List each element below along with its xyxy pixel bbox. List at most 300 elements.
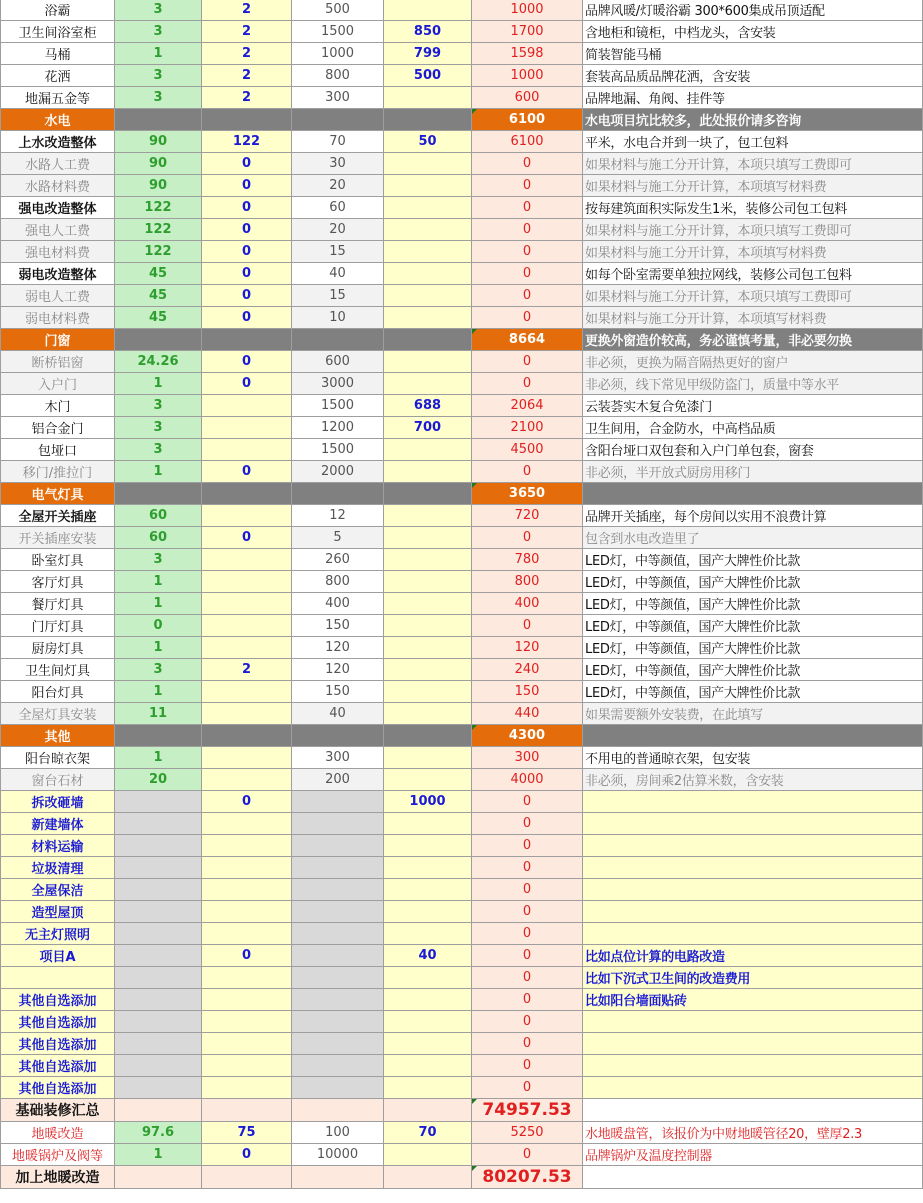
item-name-cell[interactable]: 花洒 (0, 65, 115, 87)
unit-price-cell[interactable]: 150 (292, 681, 384, 703)
item-name-cell[interactable]: 包垭口 (0, 439, 115, 461)
unit-price-cell[interactable]: 600 (292, 351, 384, 373)
note-cell[interactable]: LED灯，中等颜值，国产大牌性价比款 (583, 659, 923, 681)
quantity-cell[interactable] (115, 725, 202, 747)
count-cell[interactable] (202, 879, 292, 901)
actual-price-cell[interactable] (384, 549, 472, 571)
item-name-cell[interactable]: 基础装修汇总 (0, 1099, 115, 1122)
note-cell[interactable]: 简装智能马桶 (583, 43, 923, 65)
actual-price-cell[interactable] (384, 637, 472, 659)
count-cell[interactable]: 0 (202, 1144, 292, 1166)
unit-price-cell[interactable]: 260 (292, 549, 384, 571)
actual-price-cell[interactable] (384, 461, 472, 483)
count-cell[interactable]: 122 (202, 131, 292, 153)
count-cell[interactable] (202, 967, 292, 989)
subtotal-cell[interactable]: 0 (472, 857, 583, 879)
count-cell[interactable] (202, 835, 292, 857)
count-cell[interactable] (202, 769, 292, 791)
note-cell[interactable]: LED灯，中等颜值，国产大牌性价比款 (583, 637, 923, 659)
note-cell[interactable] (583, 901, 923, 923)
count-cell[interactable] (202, 813, 292, 835)
item-name-cell[interactable]: 其他自选添加 (0, 1011, 115, 1033)
count-cell[interactable] (202, 725, 292, 747)
item-name-cell[interactable]: 无主灯照明 (0, 923, 115, 945)
unit-price-cell[interactable] (292, 109, 384, 131)
note-cell[interactable]: LED灯，中等颜值，国产大牌性价比款 (583, 549, 923, 571)
unit-price-cell[interactable]: 20 (292, 219, 384, 241)
unit-price-cell[interactable] (292, 989, 384, 1011)
note-cell[interactable]: 非必须，更换为隔音隔热更好的窗户 (583, 351, 923, 373)
subtotal-cell[interactable]: 0 (472, 351, 583, 373)
unit-price-cell[interactable] (292, 879, 384, 901)
quantity-cell[interactable]: 3 (115, 439, 202, 461)
count-cell[interactable] (202, 923, 292, 945)
note-cell[interactable] (583, 813, 923, 835)
count-cell[interactable] (202, 747, 292, 769)
unit-price-cell[interactable]: 10000 (292, 1144, 384, 1166)
subtotal-cell[interactable]: 2064 (472, 395, 583, 417)
actual-price-cell[interactable] (384, 1033, 472, 1055)
item-name-cell[interactable]: 强电人工费 (0, 219, 115, 241)
count-cell[interactable] (202, 571, 292, 593)
item-name-cell[interactable]: 其他自选添加 (0, 1077, 115, 1099)
subtotal-cell[interactable]: 0 (472, 1144, 583, 1166)
actual-price-cell[interactable] (384, 879, 472, 901)
unit-price-cell[interactable] (292, 725, 384, 747)
actual-price-cell[interactable] (384, 967, 472, 989)
item-name-cell[interactable]: 造型屋顶 (0, 901, 115, 923)
actual-price-cell[interactable] (384, 175, 472, 197)
subtotal-cell[interactable]: 0 (472, 1055, 583, 1077)
count-cell[interactable] (202, 637, 292, 659)
unit-price-cell[interactable] (292, 1166, 384, 1189)
item-name-cell[interactable]: 客厅灯具 (0, 571, 115, 593)
actual-price-cell[interactable] (384, 483, 472, 505)
subtotal-cell[interactable]: 5250 (472, 1122, 583, 1144)
note-cell[interactable]: 含地柜和镜柜，中档龙头，含安装 (583, 21, 923, 43)
subtotal-cell[interactable]: 240 (472, 659, 583, 681)
actual-price-cell[interactable] (384, 681, 472, 703)
item-name-cell[interactable]: 全屋保洁 (0, 879, 115, 901)
item-name-cell[interactable]: 水电 (0, 109, 115, 131)
note-cell[interactable]: 云装荟实木复合免漆门 (583, 395, 923, 417)
note-cell[interactable]: 非必须，线下常见甲级防盗门，质量中等水平 (583, 373, 923, 395)
actual-price-cell[interactable] (384, 0, 472, 21)
quantity-cell[interactable]: 1 (115, 43, 202, 65)
note-cell[interactable]: 如果材料与施工分开计算，本项只填写工费即可 (583, 153, 923, 175)
actual-price-cell[interactable] (384, 329, 472, 351)
note-cell[interactable]: LED灯，中等颜值，国产大牌性价比款 (583, 593, 923, 615)
item-name-cell[interactable]: 窗台石材 (0, 769, 115, 791)
quantity-cell[interactable] (115, 857, 202, 879)
actual-price-cell[interactable] (384, 1011, 472, 1033)
subtotal-cell[interactable]: 0 (472, 461, 583, 483)
unit-price-cell[interactable]: 12 (292, 505, 384, 527)
note-cell[interactable] (583, 835, 923, 857)
count-cell[interactable] (202, 593, 292, 615)
quantity-cell[interactable] (115, 923, 202, 945)
note-cell[interactable] (583, 1033, 923, 1055)
subtotal-cell[interactable]: 0 (472, 153, 583, 175)
subtotal-cell[interactable]: 0 (472, 263, 583, 285)
item-name-cell[interactable]: 上水改造整体 (0, 131, 115, 153)
count-cell[interactable] (202, 1166, 292, 1189)
count-cell[interactable]: 0 (202, 945, 292, 967)
note-cell[interactable]: 卫生间用，合金防水，中高档品质 (583, 417, 923, 439)
actual-price-cell[interactable] (384, 373, 472, 395)
unit-price-cell[interactable]: 120 (292, 637, 384, 659)
quantity-cell[interactable]: 0 (115, 615, 202, 637)
actual-price-cell[interactable]: 1000 (384, 791, 472, 813)
count-cell[interactable]: 0 (202, 153, 292, 175)
count-cell[interactable]: 0 (202, 175, 292, 197)
subtotal-cell[interactable]: 1598 (472, 43, 583, 65)
quantity-cell[interactable]: 45 (115, 263, 202, 285)
item-name-cell[interactable]: 开关插座安装 (0, 527, 115, 549)
actual-price-cell[interactable] (384, 1099, 472, 1122)
quantity-cell[interactable] (115, 835, 202, 857)
quantity-cell[interactable] (115, 329, 202, 351)
unit-price-cell[interactable] (292, 835, 384, 857)
item-name-cell[interactable]: 断桥铝窗 (0, 351, 115, 373)
note-cell[interactable] (583, 879, 923, 901)
unit-price-cell[interactable]: 60 (292, 197, 384, 219)
actual-price-cell[interactable] (384, 835, 472, 857)
note-cell[interactable] (583, 1077, 923, 1099)
actual-price-cell[interactable] (384, 571, 472, 593)
note-cell[interactable] (583, 857, 923, 879)
count-cell[interactable] (202, 703, 292, 725)
unit-price-cell[interactable] (292, 901, 384, 923)
actual-price-cell[interactable]: 688 (384, 395, 472, 417)
actual-price-cell[interactable] (384, 659, 472, 681)
subtotal-cell[interactable]: 780 (472, 549, 583, 571)
subtotal-cell[interactable]: 4300 (472, 725, 583, 747)
subtotal-cell[interactable]: 400 (472, 593, 583, 615)
quantity-cell[interactable]: 1 (115, 461, 202, 483)
subtotal-cell[interactable]: 0 (472, 967, 583, 989)
actual-price-cell[interactable] (384, 505, 472, 527)
count-cell[interactable]: 0 (202, 791, 292, 813)
item-name-cell[interactable] (0, 967, 115, 989)
actual-price-cell[interactable] (384, 923, 472, 945)
item-name-cell[interactable]: 电气灯具 (0, 483, 115, 505)
subtotal-cell[interactable]: 6100 (472, 131, 583, 153)
note-cell[interactable]: 非必须，房间乘2估算米数，含安装 (583, 769, 923, 791)
unit-price-cell[interactable] (292, 923, 384, 945)
quantity-cell[interactable] (115, 1099, 202, 1122)
item-name-cell[interactable]: 其他自选添加 (0, 1055, 115, 1077)
unit-price-cell[interactable]: 3000 (292, 373, 384, 395)
note-cell[interactable] (583, 725, 923, 747)
subtotal-cell[interactable]: 8664 (472, 329, 583, 351)
subtotal-cell[interactable]: 0 (472, 791, 583, 813)
unit-price-cell[interactable] (292, 1011, 384, 1033)
subtotal-cell[interactable]: 1000 (472, 0, 583, 21)
unit-price-cell[interactable]: 15 (292, 241, 384, 263)
unit-price-cell[interactable]: 300 (292, 747, 384, 769)
note-cell[interactable]: 如果材料与施工分开计算，本项只填写工费即可 (583, 285, 923, 307)
actual-price-cell[interactable]: 500 (384, 65, 472, 87)
actual-price-cell[interactable] (384, 593, 472, 615)
subtotal-cell[interactable]: 0 (472, 835, 583, 857)
subtotal-cell[interactable]: 440 (472, 703, 583, 725)
quantity-cell[interactable]: 1 (115, 571, 202, 593)
subtotal-cell[interactable]: 0 (472, 373, 583, 395)
count-cell[interactable] (202, 329, 292, 351)
item-name-cell[interactable]: 阳台灯具 (0, 681, 115, 703)
quantity-cell[interactable]: 11 (115, 703, 202, 725)
note-cell[interactable]: 如果材料与施工分开计算，本项填写材料费 (583, 241, 923, 263)
quantity-cell[interactable]: 3 (115, 659, 202, 681)
item-name-cell[interactable]: 全屋开关插座 (0, 505, 115, 527)
actual-price-cell[interactable] (384, 153, 472, 175)
item-name-cell[interactable]: 弱电改造整体 (0, 263, 115, 285)
note-cell[interactable]: 按每建筑面积实际发生1米，装修公司包工包料 (583, 197, 923, 219)
count-cell[interactable] (202, 505, 292, 527)
unit-price-cell[interactable]: 150 (292, 615, 384, 637)
unit-price-cell[interactable]: 1500 (292, 439, 384, 461)
unit-price-cell[interactable] (292, 483, 384, 505)
unit-price-cell[interactable] (292, 329, 384, 351)
item-name-cell[interactable]: 材料运输 (0, 835, 115, 857)
unit-price-cell[interactable] (292, 967, 384, 989)
count-cell[interactable]: 2 (202, 659, 292, 681)
item-name-cell[interactable]: 垃圾清理 (0, 857, 115, 879)
note-cell[interactable]: 如果材料与施工分开计算，本项填写材料费 (583, 307, 923, 329)
subtotal-cell[interactable]: 300 (472, 747, 583, 769)
unit-price-cell[interactable]: 800 (292, 65, 384, 87)
item-name-cell[interactable]: 其他自选添加 (0, 989, 115, 1011)
unit-price-cell[interactable]: 400 (292, 593, 384, 615)
note-cell[interactable]: 水地暖盘管，该报价为中财地暖管径20，壁厚2.3 (583, 1122, 923, 1144)
subtotal-cell[interactable]: 0 (472, 241, 583, 263)
item-name-cell[interactable]: 全屋灯具安装 (0, 703, 115, 725)
note-cell[interactable] (583, 483, 923, 505)
note-cell[interactable] (583, 1011, 923, 1033)
item-name-cell[interactable]: 新建墙体 (0, 813, 115, 835)
quantity-cell[interactable]: 3 (115, 549, 202, 571)
subtotal-cell[interactable]: 0 (472, 197, 583, 219)
actual-price-cell[interactable] (384, 857, 472, 879)
item-name-cell[interactable]: 项目A (0, 945, 115, 967)
actual-price-cell[interactable] (384, 241, 472, 263)
note-cell[interactable]: 非必须，半开放式厨房用移门 (583, 461, 923, 483)
unit-price-cell[interactable] (292, 945, 384, 967)
actual-price-cell[interactable] (384, 87, 472, 109)
quantity-cell[interactable]: 60 (115, 505, 202, 527)
actual-price-cell[interactable]: 40 (384, 945, 472, 967)
note-cell[interactable] (583, 1166, 923, 1189)
count-cell[interactable] (202, 417, 292, 439)
subtotal-cell[interactable]: 2100 (472, 417, 583, 439)
actual-price-cell[interactable] (384, 197, 472, 219)
item-name-cell[interactable]: 其他自选添加 (0, 1033, 115, 1055)
count-cell[interactable]: 2 (202, 0, 292, 21)
item-name-cell[interactable]: 其他 (0, 725, 115, 747)
item-name-cell[interactable]: 木门 (0, 395, 115, 417)
quantity-cell[interactable] (115, 945, 202, 967)
item-name-cell[interactable]: 入户门 (0, 373, 115, 395)
quantity-cell[interactable] (115, 791, 202, 813)
quantity-cell[interactable] (115, 483, 202, 505)
unit-price-cell[interactable]: 1000 (292, 43, 384, 65)
count-cell[interactable]: 0 (202, 197, 292, 219)
item-name-cell[interactable]: 门窗 (0, 329, 115, 351)
quantity-cell[interactable] (115, 1033, 202, 1055)
quantity-cell[interactable]: 1 (115, 373, 202, 395)
count-cell[interactable] (202, 395, 292, 417)
subtotal-cell[interactable]: 0 (472, 945, 583, 967)
item-name-cell[interactable]: 马桶 (0, 43, 115, 65)
subtotal-cell[interactable]: 3650 (472, 483, 583, 505)
item-name-cell[interactable]: 地漏五金等 (0, 87, 115, 109)
count-cell[interactable] (202, 901, 292, 923)
actual-price-cell[interactable] (384, 1055, 472, 1077)
subtotal-cell[interactable]: 0 (472, 219, 583, 241)
actual-price-cell[interactable]: 799 (384, 43, 472, 65)
quantity-cell[interactable] (115, 109, 202, 131)
quantity-cell[interactable]: 45 (115, 307, 202, 329)
quantity-cell[interactable]: 122 (115, 241, 202, 263)
note-cell[interactable]: 品牌锅炉及温度控制器 (583, 1144, 923, 1166)
actual-price-cell[interactable] (384, 307, 472, 329)
unit-price-cell[interactable]: 20 (292, 175, 384, 197)
actual-price-cell[interactable] (384, 747, 472, 769)
quantity-cell[interactable]: 1 (115, 747, 202, 769)
note-cell[interactable]: 品牌风暖/灯暖浴霸 300*600集成吊顶适配 (583, 0, 923, 21)
count-cell[interactable]: 0 (202, 285, 292, 307)
quantity-cell[interactable]: 20 (115, 769, 202, 791)
item-name-cell[interactable]: 强电改造整体 (0, 197, 115, 219)
subtotal-cell[interactable]: 74957.53 (472, 1099, 583, 1122)
actual-price-cell[interactable] (384, 901, 472, 923)
note-cell[interactable]: 不用电的普通晾衣架，包安装 (583, 747, 923, 769)
quantity-cell[interactable] (115, 879, 202, 901)
quantity-cell[interactable]: 122 (115, 219, 202, 241)
note-cell[interactable]: 比如阳台墙面贴砖 (583, 989, 923, 1011)
subtotal-cell[interactable]: 600 (472, 87, 583, 109)
unit-price-cell[interactable] (292, 1077, 384, 1099)
actual-price-cell[interactable] (384, 351, 472, 373)
count-cell[interactable] (202, 1099, 292, 1122)
quantity-cell[interactable]: 1 (115, 593, 202, 615)
count-cell[interactable]: 0 (202, 219, 292, 241)
quantity-cell[interactable] (115, 901, 202, 923)
subtotal-cell[interactable]: 0 (472, 307, 583, 329)
actual-price-cell[interactable] (384, 285, 472, 307)
count-cell[interactable] (202, 989, 292, 1011)
unit-price-cell[interactable]: 500 (292, 0, 384, 21)
note-cell[interactable]: 品牌地漏、角阀、挂件等 (583, 87, 923, 109)
quantity-cell[interactable]: 90 (115, 175, 202, 197)
item-name-cell[interactable]: 铝合金门 (0, 417, 115, 439)
item-name-cell[interactable]: 移门/推拉门 (0, 461, 115, 483)
unit-price-cell[interactable]: 30 (292, 153, 384, 175)
note-cell[interactable]: LED灯，中等颜值，国产大牌性价比款 (583, 615, 923, 637)
note-cell[interactable]: 如每个卧室需要单独拉网线，装修公司包工包料 (583, 263, 923, 285)
count-cell[interactable]: 0 (202, 351, 292, 373)
subtotal-cell[interactable]: 1000 (472, 65, 583, 87)
subtotal-cell[interactable]: 0 (472, 1033, 583, 1055)
quantity-cell[interactable]: 24.26 (115, 351, 202, 373)
subtotal-cell[interactable]: 0 (472, 615, 583, 637)
count-cell[interactable] (202, 681, 292, 703)
note-cell[interactable] (583, 1055, 923, 1077)
count-cell[interactable]: 2 (202, 65, 292, 87)
count-cell[interactable] (202, 1055, 292, 1077)
unit-price-cell[interactable] (292, 791, 384, 813)
subtotal-cell[interactable]: 120 (472, 637, 583, 659)
count-cell[interactable] (202, 549, 292, 571)
item-name-cell[interactable]: 加上地暖改造 (0, 1166, 115, 1189)
note-cell[interactable]: 品牌开关插座，每个房间以实用不浪费计算 (583, 505, 923, 527)
actual-price-cell[interactable] (384, 703, 472, 725)
note-cell[interactable]: 如果需要额外安装费，在此填写 (583, 703, 923, 725)
quantity-cell[interactable] (115, 1055, 202, 1077)
quantity-cell[interactable]: 3 (115, 21, 202, 43)
subtotal-cell[interactable]: 0 (472, 527, 583, 549)
count-cell[interactable]: 0 (202, 527, 292, 549)
note-cell[interactable] (583, 791, 923, 813)
quantity-cell[interactable]: 3 (115, 395, 202, 417)
item-name-cell[interactable]: 地暖锅炉及阀等 (0, 1144, 115, 1166)
actual-price-cell[interactable] (384, 615, 472, 637)
quantity-cell[interactable]: 90 (115, 153, 202, 175)
subtotal-cell[interactable]: 0 (472, 989, 583, 1011)
unit-price-cell[interactable]: 70 (292, 131, 384, 153)
quantity-cell[interactable]: 3 (115, 65, 202, 87)
count-cell[interactable]: 0 (202, 461, 292, 483)
quantity-cell[interactable]: 3 (115, 87, 202, 109)
count-cell[interactable] (202, 483, 292, 505)
note-cell[interactable]: 如果材料与施工分开计算，本项填写材料费 (583, 175, 923, 197)
note-cell[interactable]: 比如下沉式卫生间的改造费用 (583, 967, 923, 989)
note-cell[interactable]: 如果材料与施工分开计算，本项只填写工费即可 (583, 219, 923, 241)
subtotal-cell[interactable]: 0 (472, 923, 583, 945)
item-name-cell[interactable]: 卧室灯具 (0, 549, 115, 571)
actual-price-cell[interactable] (384, 109, 472, 131)
quantity-cell[interactable]: 90 (115, 131, 202, 153)
unit-price-cell[interactable] (292, 813, 384, 835)
quantity-cell[interactable] (115, 813, 202, 835)
unit-price-cell[interactable]: 300 (292, 87, 384, 109)
unit-price-cell[interactable]: 5 (292, 527, 384, 549)
subtotal-cell[interactable]: 800 (472, 571, 583, 593)
quantity-cell[interactable] (115, 967, 202, 989)
quantity-cell[interactable]: 45 (115, 285, 202, 307)
count-cell[interactable] (202, 1011, 292, 1033)
actual-price-cell[interactable] (384, 1077, 472, 1099)
subtotal-cell[interactable]: 4000 (472, 769, 583, 791)
quantity-cell[interactable]: 1 (115, 637, 202, 659)
actual-price-cell[interactable] (384, 813, 472, 835)
actual-price-cell[interactable]: 50 (384, 131, 472, 153)
quantity-cell[interactable]: 1 (115, 681, 202, 703)
unit-price-cell[interactable]: 100 (292, 1122, 384, 1144)
count-cell[interactable] (202, 615, 292, 637)
quantity-cell[interactable] (115, 989, 202, 1011)
actual-price-cell[interactable] (384, 1166, 472, 1189)
note-cell[interactable]: 含阳台垭口双包套和入户门单包套，窗套 (583, 439, 923, 461)
note-cell[interactable]: 套装高品质品牌花洒，含安装 (583, 65, 923, 87)
unit-price-cell[interactable]: 1500 (292, 21, 384, 43)
item-name-cell[interactable]: 弱电人工费 (0, 285, 115, 307)
unit-price-cell[interactable] (292, 1055, 384, 1077)
item-name-cell[interactable]: 厨房灯具 (0, 637, 115, 659)
count-cell[interactable]: 2 (202, 87, 292, 109)
unit-price-cell[interactable]: 1200 (292, 417, 384, 439)
